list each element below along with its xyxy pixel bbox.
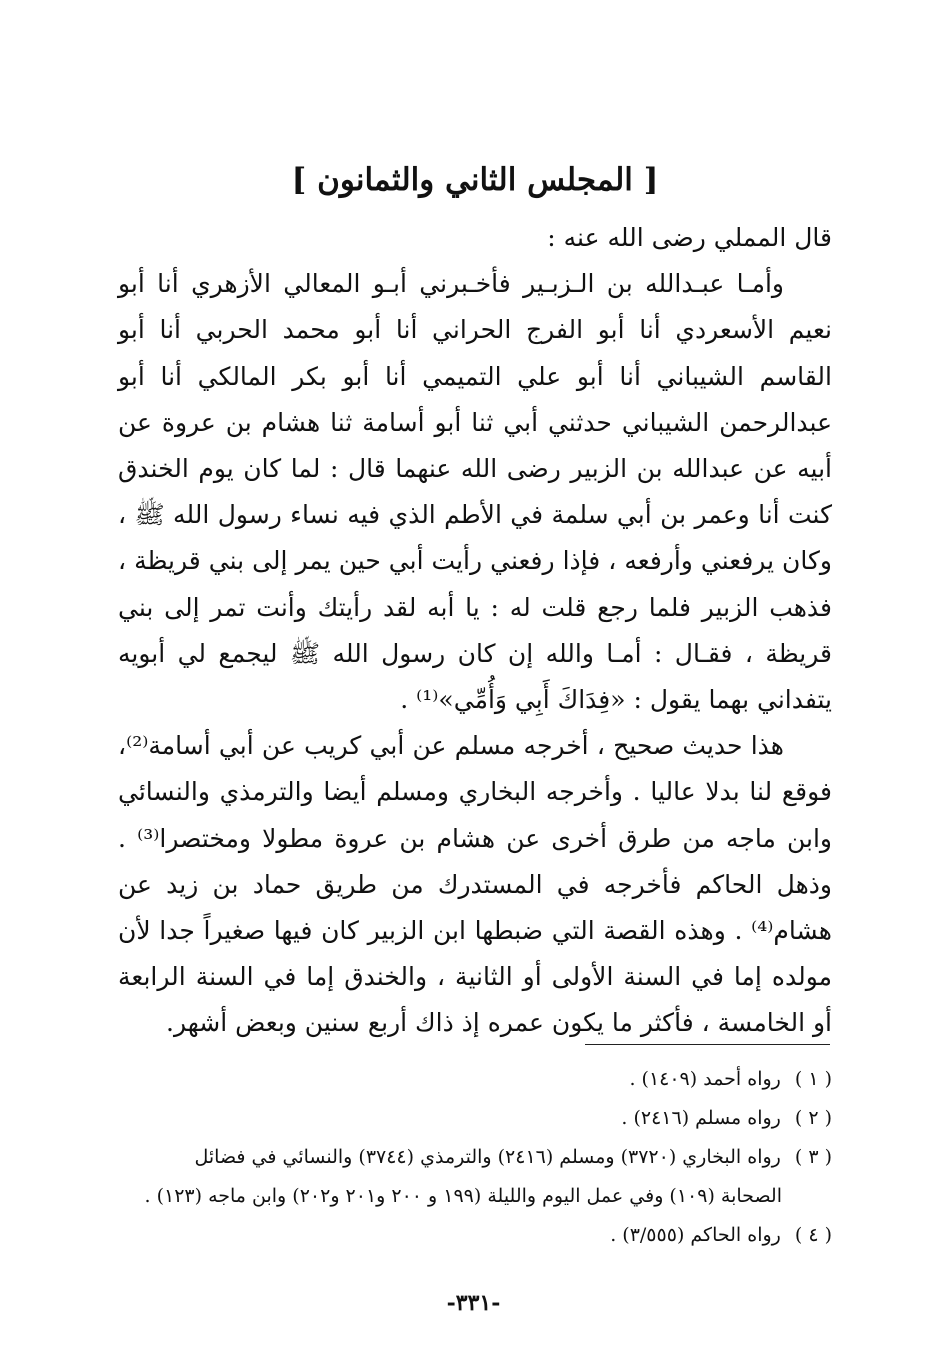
footnote-separator	[585, 1044, 830, 1045]
footnote-text: رواه أحمد (١٤٠٩) .	[629, 1068, 781, 1090]
main-text	[118, 215, 832, 1047]
footnotes	[118, 1060, 832, 1255]
page-number: -٣٣١-	[446, 1290, 501, 1316]
hadith-paragraph: وأمـا عبـدالله بن الـزبـير فأخـبرني أبـو المعالي الأزهري أنا أبو نعيم الأسعردي أنا أبو الفرج الحراني أنا أبو محمد الحربي أنا أبو القاسم الشيباني أنا أبو علي التميمي أنا أبو بكر المالكي أنا أبو عبدالرحمن الشيباني حدثني أبي ثنا أبو أسامة ثنا هشام بن عروة عن أبيه عن عبدالله بن الزبير رضى الله عنهما قال : لما كان يوم الخندق كنت أنا وعمر بن أبي سلمة في الأطم الذي فيه نساء رسول الله ﷺ ، وكان يرفعني وأرفعه ، فإذا رفعني رأيت أبي حين يمر إلى بني قريظة ، فذهب الزبير فلما رجع قلت له : يا أبه لقد رأيتك وأنت تمر إلى بني قريظة ، فقـال : أمـا والله إن كان رسول الله ﷺ ليجمع لي أبويه يتفداني بهما يقول : «فِدَاكَ أَبِي وَأُمِّي»⁽¹⁾ .	[118, 269, 832, 715]
footnote-4	[118, 1216, 832, 1254]
footnote-3	[118, 1138, 832, 1176]
footnote-number: ( ١ )	[794, 1068, 832, 1090]
footnote-1	[118, 1060, 832, 1098]
footnote-text: رواه البخاري (٣٧٢٠) ومسلم (٢٤١٦) والترمذي (٣٧٤٤) والنسائي في فضائل	[194, 1146, 781, 1168]
chapter-title: [ المجلس الثاني والثمانون ]	[291, 162, 659, 198]
footnote-2	[118, 1099, 832, 1137]
footnote-number: ( ٣ )	[794, 1146, 832, 1168]
footnote-number: ( ٤ )	[794, 1224, 832, 1246]
footnote-text: رواه مسلم (٢٤١٦) .	[621, 1107, 781, 1129]
footnote-text: رواه الحاكم (٣/٥٥٥) .	[610, 1224, 781, 1246]
footnote-3-continuation: الصحابة (١٠٩) وفي عمل اليوم والليلة (١٩٩ و ٢٠٠ و٢٠١ و٢٠٢) وابن ماجه (١٢٣) .	[144, 1185, 782, 1207]
opening-line: قال المملي رضى الله عنه :	[547, 223, 832, 252]
footnote-number: ( ٢ )	[794, 1107, 832, 1129]
commentary-paragraph: هذا حديث صحيح ، أخرجه مسلم عن أبي كريب عن أبي أسامة⁽²⁾، فوقع لنا بدلا عاليا . وأخرجه البخاري ومسلم أيضا والترمذي والنسائي وابن ماجه من طرق أخرى عن هشام بن عروة مطولا ومختصرا⁽³⁾ . وذهل الحاكم فأخرجه في المستدرك من طريق حماد بن زيد عن هشام⁽⁴⁾ . وهذه القصة التي ضبطها ابن الزبير كان فيها صغيراً جدا لأن مولده إما في السنة الأولى أو الثانية ، والخندق إما في السنة الرابعة أو الخامسة ، فأكثر ما يكون عمره إذ ذاك أربع سنين وبعض أشهر.	[118, 731, 832, 1038]
